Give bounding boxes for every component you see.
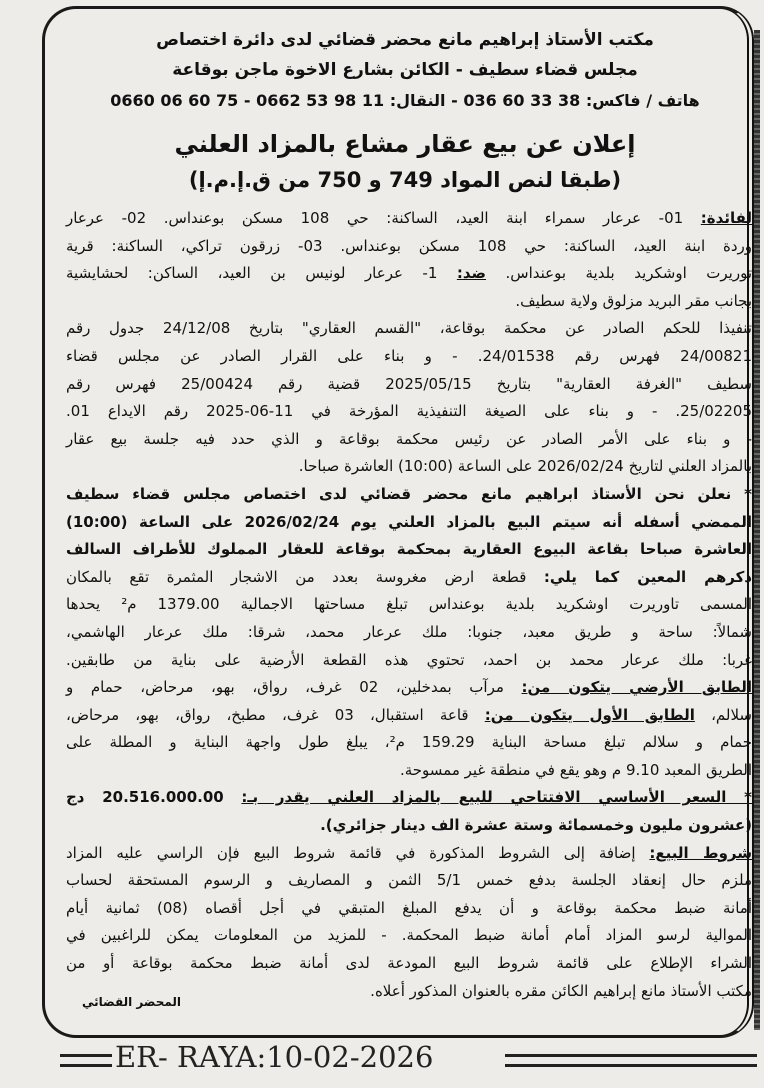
body-line [66,619,752,647]
body-line [66,371,752,399]
office-text: مكتب الأستاذ إبراهيم مانع محضر قضائي لدى دائرة اختصاص [156,30,654,50]
text-segment: سطيف "الغرفة العقارية" بتاريخ 2025/05/15 قضية رقم 25/00424 فهرس رقم [66,374,753,393]
office-line [60,30,750,50]
body-line [66,260,752,288]
text-segment: مكتب الأستاذ مانع إبراهيم الكائن مقره بالعنوان المذكور أعلاه. [370,981,752,1000]
text-segment: شمالاً: ساحة و طريق معبد، جنوبا: ملك عرعار محمد، شرقا: ملك عرعار الهاشمي، [66,622,752,641]
text-segment: 24/00821 فهرس رقم 24/01538. - و بناء على القرار الصادر عن مجلس قضاء [66,346,753,365]
text-segment: سلالم، [694,705,752,724]
text-segment: الموالية لرسو المزاد أمام أمانة ضبط المحكمة. - للمزيد من المعلومات يمكن للراغبين في [66,926,752,945]
body-line-text [66,205,752,233]
body-line [66,564,752,592]
text-segment: ملزم حال إنعقاد الجلسة بدفع خمس 5/1 الثمن و المصاريف و الرسوم المستحقة لحساب [66,871,752,890]
text-segment: المسمى تاوريرت اوشكريد بلدية بوعنداس تبلغ مساحتها الاجمالية 1379.00 م² يحدها [66,595,753,614]
phone-text: هاتف / فاكس: 38 33 60 036 - النقال: 11 98 53 0662 - 75 60 06 0660 [110,91,700,110]
body-line [66,647,752,675]
body-line [66,453,752,481]
text-segment: 01- عرعار سمراء ابنة العيد، الساكنة: حي 108 مسكن بوعنداس. 02- عرعار [66,209,701,227]
body-line [66,840,752,868]
body-line-text [66,564,752,592]
body-line-text [299,453,752,481]
phone-line [60,91,750,110]
body-line-text [66,233,752,261]
body-line-text [66,591,752,619]
text-segment: (عشرون مليون وخمسمائة وستة عشرة الف دينار جزائري). [320,816,752,835]
text-segment: بالمزاد العلني لتاريخ 2026/02/24 على الساعة (10:00) العاشرة صباحا. [298,457,752,476]
body-line-text [66,398,752,426]
body-line [66,702,752,730]
body-line-text [66,729,752,757]
text-segment: غربا: ملك عرعار محمد بن احمد، تحتوي هذه القطعة الأرضية على بناية من طابقين. [66,650,752,669]
body-line [66,288,752,316]
body-line [66,867,752,895]
body-line [66,536,752,564]
text-segment: العاشرة صباحا بقاعة البيوع العقارية بمحكمة بوقاعة للعقار المملوك للأطراف السالف [66,540,752,559]
address-line [60,60,750,80]
section-label: الطابق الأرضي يتكون من: [521,678,752,697]
title-text: إعلان عن بيع عقار مشاع بالمزاد العلني [174,130,636,158]
section-label: شروط البيع: [649,843,752,862]
text-segment: 20.516.000.00 دج [66,788,242,807]
body-line [66,591,752,619]
body-line-text [66,426,752,454]
text-segment: الشراء الإطلاع على قائمة شروط البيع المودعة لدى أمانة ضبط محكمة بوقاعة أو من [66,954,752,973]
section-label: ضد: [456,264,487,283]
signature: المحضر القضائي [82,995,182,1009]
body-line-text [66,950,752,978]
text-segment: بجانب مقر البريد مزلوق ولاية سطيف. [515,291,752,310]
body-line-text [66,536,752,564]
body-line-text [400,757,752,785]
subtitle-text: (طبقا لنص المواد 749 و 750 من ق.إ.م.إ) [188,168,622,192]
text-segment: 25/02205. - و بناء على الصيغة التنفيذية المؤرخة في 11-06-2025 رقم الايداع 01. [66,402,752,421]
body-line [66,674,752,702]
section-label: الطابق الأول يتكون من: [484,705,695,724]
text-segment: حمام و سلالم تبلغ مساحة البناية 159.29 م²، يبلغ طول واجهة البناية و المطلة على [66,733,752,752]
body-line-text [66,343,752,371]
text-segment: مرآب بمدخلين، 02 غرف، رواق، بهو، مرحاض، حمام و [66,678,522,697]
section-label: لفائدة: [700,209,753,227]
body-line-text [370,978,752,1006]
text-segment: قاعة استقبال، 03 غرف، مطبخ، رواق، بهو، مرحاض، [66,705,485,724]
notice-subtitle [60,168,750,192]
body-line [66,426,752,454]
text-segment: قطعة ارض مغروسة بعدد من الاشجار المثمرة تقع بالمكان [66,567,544,586]
body-line [66,784,752,812]
body-line [66,729,752,757]
text-segment: أمانة ضبط محكمة بوقاعة و أن يدفع المبلغ المتبقي في أجل أقصاه (08) ثمانية أيام [66,898,753,917]
body-line-text [320,812,752,840]
body-line [66,509,752,537]
footer [0,1040,764,1080]
text-segment: 1- عرعار لونيس بن العيد، الساكن: لحشايشية [66,264,457,283]
body-line-text [66,509,752,537]
text-segment: ذكرهم المعين كما يلي: [543,567,752,586]
body-line-text [66,647,752,675]
body-line-text [66,260,752,288]
body-line-text [66,702,752,730]
body-line-text [66,619,752,647]
body-line-text [66,315,752,343]
body-line [66,315,752,343]
body-line-text [66,481,752,509]
text-segment: إضافة إلى الشروط المذكورة في قائمة شروط البيع فإن الراسي عليه المزاد [66,843,650,862]
text-segment: الطريق المعبد 9.10 م وهو يقع في منطقة غير ممسوحة. [399,760,752,779]
text-segment: توريرت اوشكريد بلدية بوعنداس. [486,264,752,283]
body-line [66,757,752,785]
body-line [66,481,752,509]
body-line [66,922,752,950]
text-segment: - و بناء على الأمر الصادر عن رئيس محكمة بوقاعة و الذي حدد فيه جلسة بيع عقار [66,429,752,448]
body-line [66,233,752,261]
column-rule [754,30,760,1030]
body-line-text [66,922,752,950]
notice-title [60,130,750,158]
body-line-text [66,674,752,702]
body-line [66,895,752,923]
body-line-text [66,895,752,923]
notice-body [66,205,752,1005]
body-line [66,812,752,840]
footer-source-date: ER- RAYA:10-02-2026 [115,1040,434,1074]
body-line-text [66,784,752,812]
body-line-text [66,371,752,399]
text-segment: * نعلن نحن الأستاذ ابراهيم مانع محضر قضائي لدى اختصاص مجلس قضاء سطيف [66,484,752,503]
text-segment: وردة ابنة العيد، الساكنة: حي 108 مسكن بوعنداس. 03- زرقون تراكي، الساكنة: قرية [66,236,752,255]
body-line-text [515,288,752,316]
body-line [66,398,752,426]
address-text: مجلس قضاء سطيف - الكائن بشارع الاخوة ماجن بوقاعة [172,60,638,80]
text-segment: تنفيذا للحكم الصادر عن محكمة بوقاعة، "القسم العقاري" بتاريخ 24/12/08 جدول رقم [66,319,752,338]
body-line [66,205,752,233]
footer-rule-left [60,1054,112,1067]
section-label: * السعر الأساسي الافتتاحي للبيع بالمزاد العلني يقدر بـ: [241,788,752,807]
footer-rule-right [505,1054,757,1067]
body-line [66,343,752,371]
body-line-text [66,840,752,868]
text-segment: الممضي أسفله أنه سيتم البيع بالمزاد العلني يوم 2026/02/24 على الساعة (10:00) [66,512,752,531]
body-line [66,950,752,978]
body-line-text [66,867,752,895]
